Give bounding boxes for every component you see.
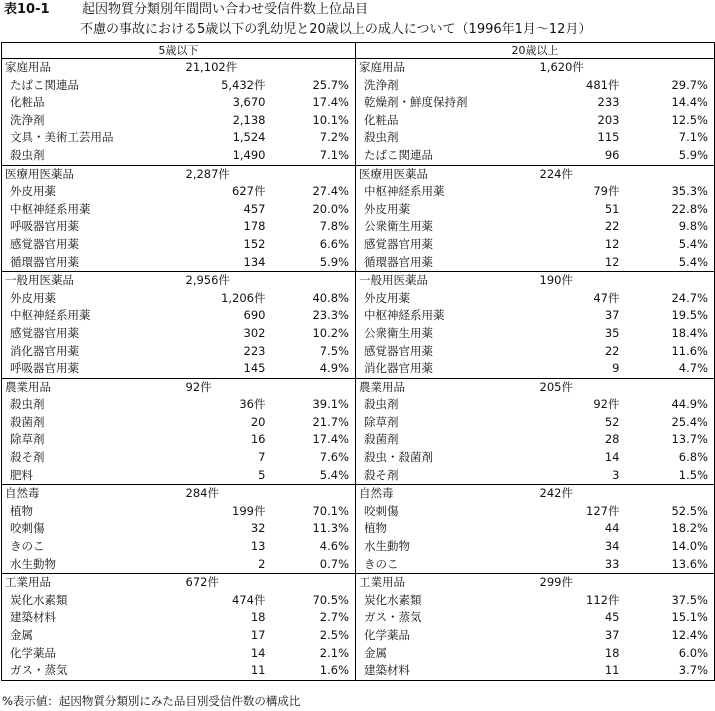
item-percent: 4.9% [319, 361, 349, 376]
item-name: 水生動物 [2, 556, 176, 574]
item-name: たばこ関連品 [2, 77, 176, 95]
item-name: 炭化水素類 [2, 592, 176, 610]
category-header-row [2, 59, 715, 77]
item-count: 12 [604, 254, 620, 269]
item-name: 殺虫剤 [2, 396, 176, 414]
item-count: 12 [604, 236, 620, 251]
item-count: 302 [243, 325, 266, 340]
item-name: 外皮用薬 [356, 201, 530, 219]
item-count: 32 [250, 521, 266, 536]
table-row [2, 147, 715, 165]
item-name: 感覚器官用薬 [356, 236, 530, 254]
item-name: 洗浄剤 [356, 77, 530, 95]
item-count: 223 [243, 343, 266, 358]
item-count: 79件 [593, 184, 620, 199]
item-name: 殺菌剤 [356, 431, 530, 449]
item-name: 植物 [2, 503, 176, 521]
item-count: 115 [597, 130, 620, 145]
category-name: 自然毒 [356, 485, 474, 503]
category-name: 工業用品 [2, 574, 120, 592]
item-count: 14 [250, 645, 266, 660]
category-spacer [266, 59, 356, 77]
item-percent: 40.8% [312, 290, 349, 305]
table-row [2, 307, 715, 325]
item-percent: 10.1% [312, 112, 349, 127]
table-row [2, 112, 715, 130]
category-spacer [620, 574, 715, 592]
item-count: 134 [243, 254, 266, 269]
item-percent: 5.4% [620, 254, 715, 272]
category-name: 一般用医薬品 [2, 272, 120, 290]
category-spacer [474, 485, 530, 503]
item-name: 化粧品 [2, 94, 176, 112]
category-header-row [2, 574, 715, 592]
item-name: 呼吸器官用薬 [2, 218, 176, 236]
item-name: 中枢神経系用薬 [2, 201, 176, 219]
category-spacer [266, 485, 356, 503]
item-name: 呼吸器官用薬 [2, 360, 176, 378]
category-total: 672件 [176, 574, 266, 592]
item-count: 5 [258, 467, 266, 482]
item-percent: 70.5% [312, 592, 349, 607]
item-name: 建築材料 [356, 662, 530, 680]
item-name: 水生動物 [356, 538, 530, 556]
item-name: 公衆衛生用薬 [356, 218, 530, 236]
item-name: 殺虫剤 [356, 396, 530, 414]
item-name: ガス・蒸気 [2, 662, 176, 680]
item-count: 20 [250, 414, 266, 429]
item-percent: 2.5% [319, 628, 349, 642]
category-total: 205件 [530, 378, 620, 396]
item-name: 殺そ剤 [2, 449, 176, 467]
table-number: 表10-1 [4, 2, 50, 17]
category-spacer [620, 165, 715, 183]
category-spacer [120, 574, 176, 592]
item-percent: 14.4% [620, 94, 715, 112]
item-percent: 21.7% [312, 414, 349, 429]
item-percent: 6.6% [319, 236, 349, 251]
table-row [2, 360, 715, 378]
category-name: 家庭用品 [2, 59, 120, 77]
table-row [2, 129, 715, 147]
item-percent: 17.4% [312, 432, 349, 447]
category-total: 21,102件 [176, 59, 266, 77]
item-count: 112件 [586, 592, 620, 607]
item-percent: 70.1% [312, 503, 349, 518]
item-count: 18 [250, 610, 266, 625]
item-name: 洗浄剤 [2, 112, 176, 130]
item-name: 化学薬品 [2, 645, 176, 663]
item-count: 13 [250, 539, 266, 554]
table-row [2, 77, 715, 95]
item-name: ガス・蒸気 [356, 609, 530, 627]
category-header-row [2, 378, 715, 396]
table-row [2, 609, 715, 627]
table-title: 起因物質分類別年間問い合わせ受信件数上位品目 [82, 2, 369, 17]
item-percent: 0.7% [319, 556, 349, 571]
item-percent: 2.1% [319, 645, 349, 660]
item-percent: 27.4% [312, 184, 349, 199]
item-percent: 14.0% [620, 538, 715, 556]
item-name: 公衆衛生用薬 [356, 325, 530, 343]
item-count: 44 [604, 521, 620, 536]
item-percent: 1.5% [620, 467, 715, 485]
item-count: 203 [597, 112, 620, 127]
item-name: 金属 [356, 645, 530, 663]
table-row [2, 290, 715, 308]
item-count: 1,524 [232, 130, 266, 145]
item-count: 1,490 [232, 147, 266, 162]
category-total: 2,956件 [176, 272, 266, 290]
item-percent: 23.3% [312, 308, 349, 323]
item-count: 11 [530, 662, 620, 680]
item-percent: 18.4% [620, 325, 715, 343]
item-name: 化粧品 [356, 112, 530, 130]
item-name: 除草剤 [356, 414, 530, 432]
category-total: 224件 [530, 165, 620, 183]
category-name: 工業用品 [356, 574, 474, 592]
item-name: 殺虫剤 [2, 147, 176, 165]
item-name: 消化器官用薬 [2, 343, 176, 361]
item-name: 金属 [2, 627, 176, 645]
item-percent: 25.7% [312, 77, 349, 92]
item-name: 外皮用薬 [356, 290, 530, 308]
category-header-row [2, 485, 715, 503]
item-percent: 7.2% [319, 130, 349, 145]
item-count: 474件 [232, 592, 266, 607]
item-name: 建築材料 [2, 609, 176, 627]
item-name: 感覚器官用薬 [2, 236, 176, 254]
category-spacer [266, 378, 356, 396]
table-row [2, 467, 715, 485]
caption-line-1 [2, 0, 713, 20]
item-percent: 3.7% [620, 662, 715, 680]
item-count: 33 [604, 556, 620, 571]
item-percent: 7.5% [319, 343, 349, 358]
item-count: 92件 [593, 397, 620, 412]
item-percent: 35.3% [620, 183, 715, 201]
item-percent: 7.6% [319, 450, 349, 465]
item-name: 感覚器官用薬 [2, 325, 176, 343]
item-percent: 29.7% [620, 77, 715, 95]
column-header-adult: 20歳以上 [356, 43, 715, 59]
table-row [2, 236, 715, 254]
category-spacer [120, 272, 176, 290]
item-percent: 5.9% [319, 254, 349, 269]
table-row [2, 449, 715, 467]
category-name: 自然毒 [2, 485, 120, 503]
category-spacer [620, 272, 715, 290]
table-row [2, 218, 715, 236]
category-name: 一般用医薬品 [356, 272, 474, 290]
item-count: 52 [604, 414, 620, 429]
item-percent: 4.7% [620, 360, 715, 378]
table-row [2, 94, 715, 112]
item-count: 690 [243, 308, 266, 323]
item-percent: 39.1% [312, 397, 349, 412]
item-count: 2 [258, 556, 266, 571]
item-percent: 22.8% [620, 201, 715, 219]
table-row [2, 396, 715, 414]
item-count: 14 [604, 450, 620, 465]
item-name: 除草剤 [2, 431, 176, 449]
item-name: 殺そ剤 [356, 467, 530, 485]
item-name: 肥料 [2, 467, 176, 485]
table-row [2, 627, 715, 645]
item-percent: 12.5% [620, 112, 715, 130]
item-percent: 25.4% [620, 414, 715, 432]
column-header-row [2, 43, 715, 59]
item-count: 22 [604, 343, 620, 358]
item-percent: 52.5% [620, 503, 715, 521]
table-subtitle: 不慮の事故における5歳以下の乳幼児と20歳以上の成人について（1996年1月～12月） [80, 22, 592, 37]
poison-inquiry-table [1, 42, 715, 681]
item-count: 11 [176, 662, 266, 680]
caption-line-2 [2, 20, 713, 40]
item-name: 外皮用薬 [2, 183, 176, 201]
item-name: 中枢神経系用薬 [356, 183, 530, 201]
table-row [2, 431, 715, 449]
item-percent: 6.8% [620, 449, 715, 467]
item-percent: 2.7% [319, 610, 349, 625]
item-percent: 5.9% [620, 147, 715, 165]
table-row [2, 556, 715, 574]
item-percent: 17.4% [312, 95, 349, 110]
category-name: 医療用医薬品 [2, 165, 120, 183]
item-name: 外皮用薬 [2, 290, 176, 308]
category-header-row [2, 165, 715, 183]
category-spacer [474, 59, 530, 77]
item-count: 37 [604, 628, 620, 642]
item-count: 45 [604, 610, 620, 625]
item-count: 3,670 [232, 95, 266, 110]
category-total: 242件 [530, 485, 620, 503]
item-percent: 44.9% [620, 396, 715, 414]
category-spacer [120, 378, 176, 396]
category-spacer [620, 59, 715, 77]
category-total: 1,620件 [530, 59, 620, 77]
item-count: 96 [604, 147, 620, 162]
category-total: 190件 [530, 272, 620, 290]
category-spacer [266, 574, 356, 592]
item-percent: 13.6% [620, 556, 715, 574]
item-name: 循環器官用薬 [2, 254, 176, 272]
item-count: 47件 [593, 290, 620, 305]
item-percent: 19.5% [620, 307, 715, 325]
table-row [2, 343, 715, 361]
item-percent: 11.3% [312, 521, 349, 536]
footnote: %表示値：起因物質分類別にみた品目別受信件数の構成比 [2, 694, 301, 708]
item-name: 殺虫・殺菌剤 [356, 449, 530, 467]
item-name: 文具・美術工芸用品 [2, 129, 176, 147]
category-total: 2,287件 [176, 165, 266, 183]
category-header-row [2, 272, 715, 290]
category-total: 299件 [530, 574, 620, 592]
item-count: 481件 [586, 77, 620, 92]
category-name: 農業用品 [2, 378, 120, 396]
item-count: 17 [250, 628, 266, 642]
item-percent: 5.4% [620, 236, 715, 254]
table-caption [2, 0, 713, 40]
item-name: 化学薬品 [356, 627, 530, 645]
category-spacer [620, 378, 715, 396]
item-percent: 18.2% [620, 520, 715, 538]
item-percent: 9.8% [620, 218, 715, 236]
item-percent: 24.7% [620, 290, 715, 308]
item-count: 233 [597, 95, 620, 110]
item-count: 457 [243, 201, 266, 216]
item-percent: 20.0% [312, 201, 349, 216]
item-name: きのこ [2, 538, 176, 556]
item-percent: 1.6% [266, 662, 356, 680]
item-percent: 10.2% [312, 325, 349, 340]
item-count: 3 [612, 467, 620, 482]
item-name: 殺虫剤 [356, 129, 530, 147]
item-count: 51 [604, 201, 620, 216]
table-row [2, 662, 715, 680]
item-percent: 4.6% [319, 539, 349, 554]
item-count: 7 [258, 450, 266, 465]
item-name: 炭化水素類 [356, 592, 530, 610]
item-name: きのこ [356, 556, 530, 574]
category-spacer [474, 378, 530, 396]
item-count: 2,138 [232, 112, 266, 127]
item-count: 145 [243, 361, 266, 376]
item-name: 植物 [356, 520, 530, 538]
category-total: 284件 [176, 485, 266, 503]
item-count: 9 [612, 361, 620, 376]
item-name: たばこ関連品 [356, 147, 530, 165]
item-name: 循環器官用薬 [356, 254, 530, 272]
table-row [2, 325, 715, 343]
table-row [2, 520, 715, 538]
category-spacer [120, 59, 176, 77]
table-row [2, 503, 715, 521]
item-count: 16 [250, 432, 266, 447]
category-spacer [474, 574, 530, 592]
category-name: 医療用医薬品 [356, 165, 474, 183]
item-name: 感覚器官用薬 [356, 343, 530, 361]
item-percent: 6.0% [620, 645, 715, 663]
item-count: 178 [243, 219, 266, 234]
item-count: 28 [604, 432, 620, 447]
table-row [2, 254, 715, 272]
table-row [2, 645, 715, 663]
table-row [2, 538, 715, 556]
item-count: 37 [604, 308, 620, 323]
item-count: 127件 [586, 503, 620, 518]
item-count: 1,206件 [221, 290, 266, 305]
category-spacer [474, 165, 530, 183]
item-count: 199件 [232, 503, 266, 518]
category-spacer [266, 165, 356, 183]
item-count: 34 [604, 539, 620, 554]
item-name: 殺菌剤 [2, 414, 176, 432]
item-percent: 7.1% [319, 147, 349, 162]
category-spacer [266, 272, 356, 290]
item-count: 627件 [232, 184, 266, 199]
item-percent: 7.1% [620, 129, 715, 147]
item-percent: 37.5% [620, 592, 715, 610]
item-name: 中枢神経系用薬 [356, 307, 530, 325]
item-percent: 13.7% [620, 431, 715, 449]
item-name: 乾燥剤・鮮度保持剤 [356, 94, 530, 112]
item-percent: 5.4% [319, 467, 349, 482]
item-name: 咬刺傷 [356, 503, 530, 521]
table-row [2, 183, 715, 201]
category-spacer [120, 165, 176, 183]
table-row [2, 414, 715, 432]
item-count: 18 [604, 645, 620, 660]
item-count: 22 [604, 219, 620, 234]
item-count: 36件 [239, 397, 266, 412]
table-row [2, 201, 715, 219]
category-total: 92件 [176, 378, 266, 396]
column-header-under5: 5歳以下 [2, 43, 356, 59]
category-name: 家庭用品 [356, 59, 474, 77]
table-row [2, 592, 715, 610]
item-count: 5,432件 [221, 77, 266, 92]
item-name: 消化器官用薬 [356, 360, 530, 378]
item-count: 35 [604, 325, 620, 340]
category-spacer [620, 485, 715, 503]
item-percent: 7.8% [319, 219, 349, 234]
item-name: 咬刺傷 [2, 520, 176, 538]
item-count: 152 [243, 236, 266, 251]
category-spacer [474, 272, 530, 290]
item-percent: 11.6% [620, 343, 715, 361]
category-name: 農業用品 [356, 378, 474, 396]
item-percent: 15.1% [620, 609, 715, 627]
item-percent: 12.4% [620, 627, 715, 645]
item-name: 中枢神経系用薬 [2, 307, 176, 325]
category-spacer [120, 485, 176, 503]
